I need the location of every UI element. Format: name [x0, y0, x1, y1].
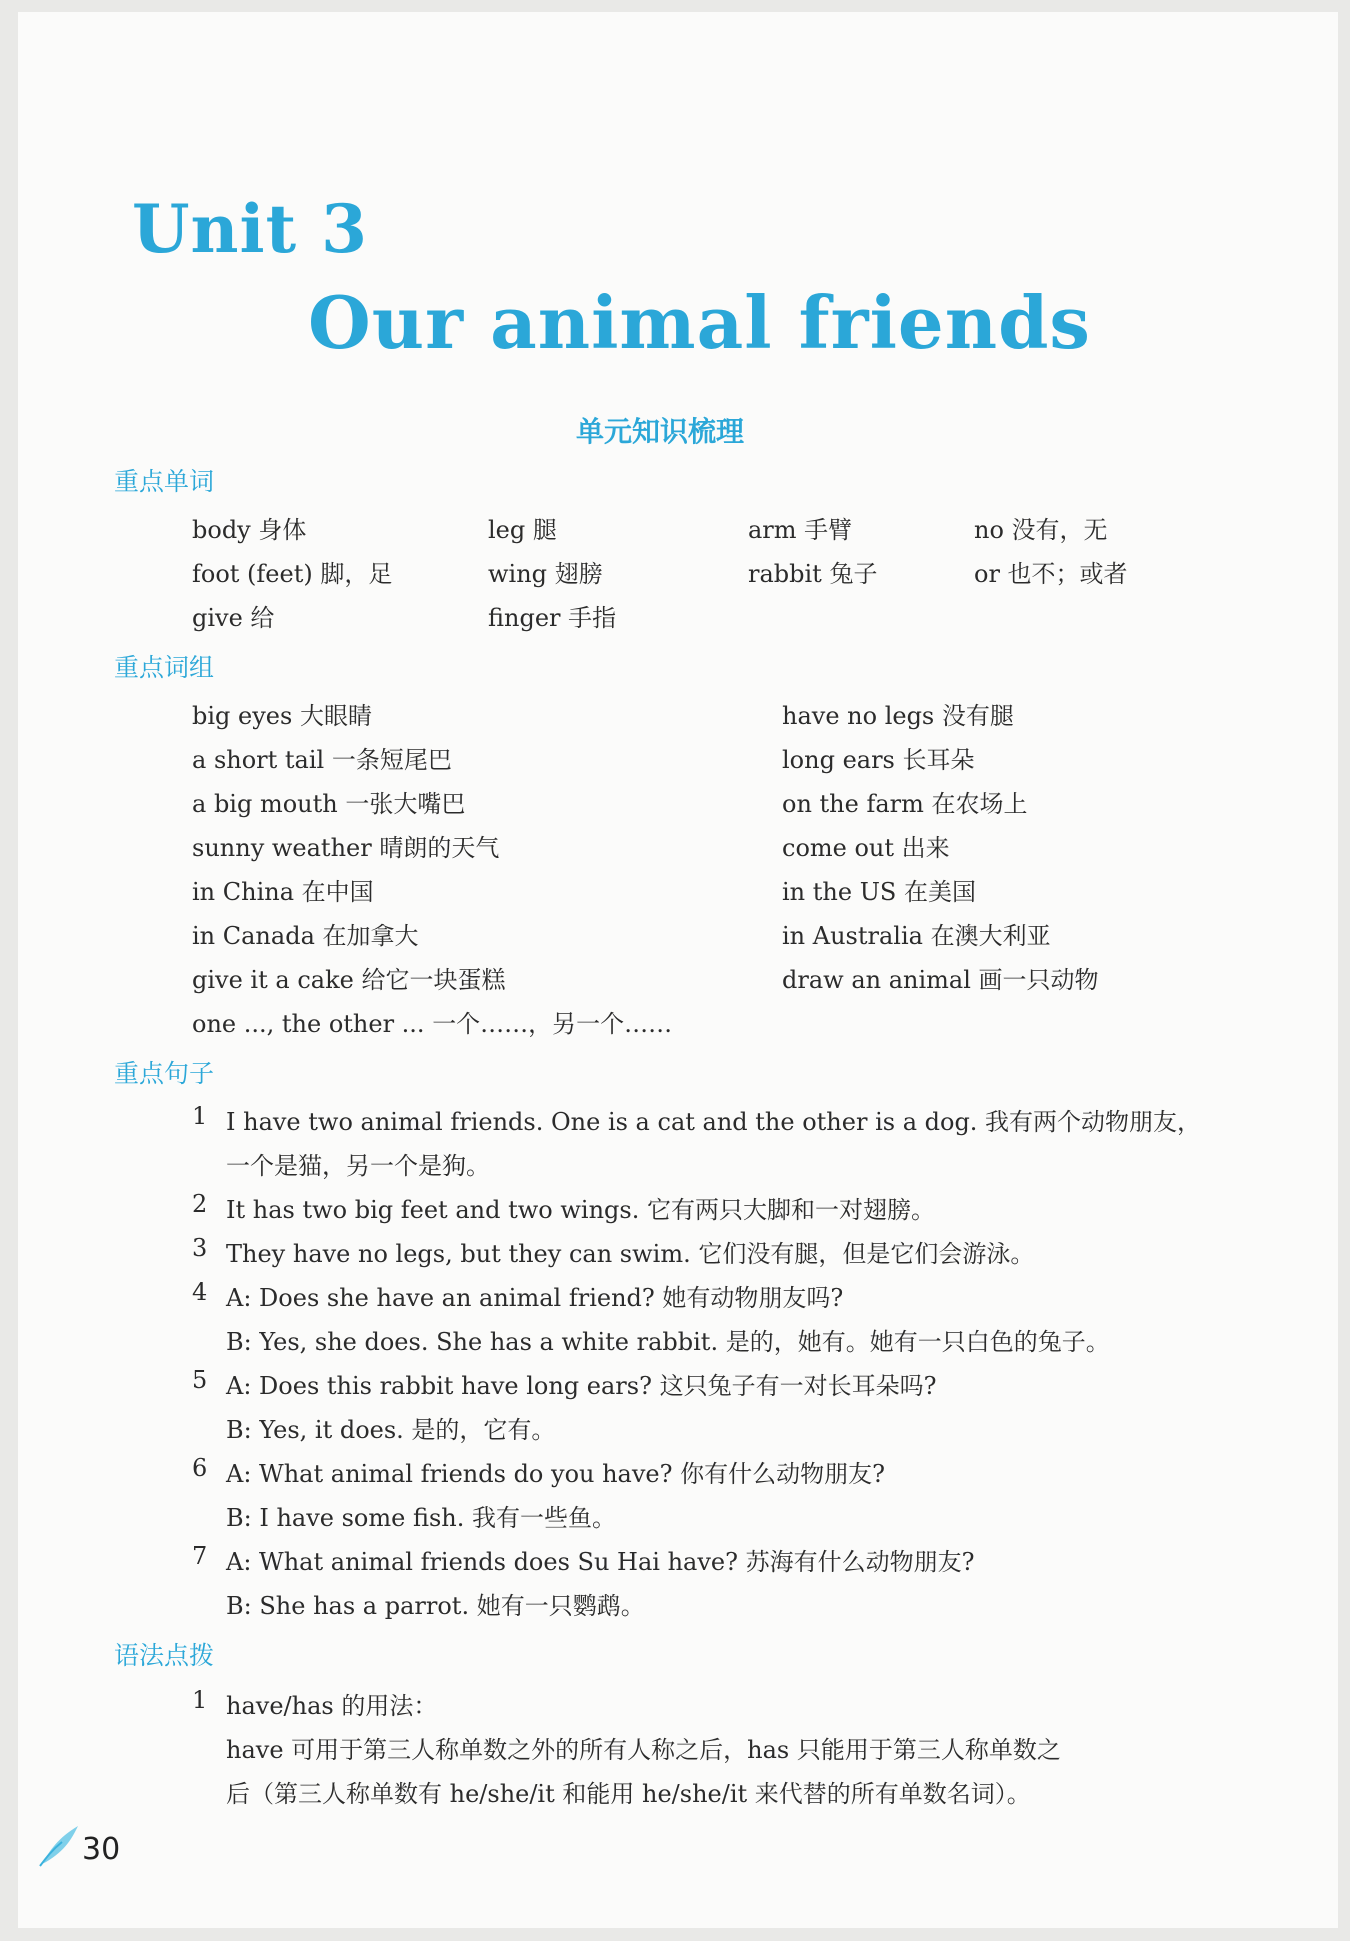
word-item: arm 手臂 [748, 516, 853, 544]
heading-key-words: 重点单词 [114, 467, 215, 496]
phrase-item: long ears 长耳朵 [782, 746, 975, 774]
word-item: give 给 [192, 604, 275, 632]
sentence-line: A: Does she have an animal friend? 她有动物朋友吗? [226, 1284, 844, 1312]
unit-title: Unit 3 [132, 190, 369, 268]
sentence-line: B: I have some fish. 我有一些鱼。 [226, 1504, 617, 1532]
phrase-item: a big mouth 一张大嘴巴 [192, 790, 466, 818]
sentence-number: 1 [192, 1102, 208, 1130]
word-item: body 身体 [192, 516, 307, 544]
phrase-item: have no legs 没有腿 [782, 702, 1014, 730]
phrase-item: draw an animal 画一只动物 [782, 966, 1099, 994]
phrase-item: sunny weather 晴朗的天气 [192, 834, 500, 862]
sentence-number: 2 [192, 1190, 208, 1218]
sentence-line: It has two big feet and two wings. 它有两只大脚和一对翅膀。 [226, 1196, 935, 1224]
phrase-item: a short tail 一条短尾巴 [192, 746, 452, 774]
grammar-line: have/has 的用法： [226, 1692, 438, 1720]
feather-icon [36, 1820, 84, 1868]
sentence-number: 4 [192, 1278, 208, 1306]
sentence-number: 3 [192, 1234, 208, 1262]
sentence-number: 6 [192, 1454, 208, 1482]
phrase-item: one ..., the other ... 一个……，另一个…… [192, 1010, 673, 1038]
phrase-item: in China 在中国 [192, 878, 374, 906]
phrase-item: in Australia 在澳大利亚 [782, 922, 1051, 950]
word-item: or 也不；或者 [974, 560, 1128, 588]
phrase-item: big eyes 大眼睛 [192, 702, 372, 730]
sentence-line: They have no legs, but they can swim. 它们没有腿，但是它们会游泳。 [226, 1240, 1035, 1268]
sentence-line: A: What animal friends do you have? 你有什么动物朋友? [226, 1460, 885, 1488]
word-item: rabbit 兔子 [748, 560, 878, 588]
sentence-line: B: Yes, it does. 是的，它有。 [226, 1416, 556, 1444]
phrase-item: come out 出来 [782, 834, 950, 862]
heading-key-phrases: 重点词组 [114, 653, 215, 682]
phrase-item: in Canada 在加拿大 [192, 922, 419, 950]
word-item: no 没有，无 [974, 516, 1108, 544]
heading-grammar: 语法点拨 [114, 1641, 215, 1670]
grammar-number: 1 [192, 1686, 208, 1714]
sentence-line: B: Yes, she does. She has a white rabbit. 是的，她有。她有一只白色的兔子。 [226, 1328, 1110, 1356]
phrase-item: on the farm 在农场上 [782, 790, 1028, 818]
page-number: 30 [82, 1832, 121, 1867]
sentence-line: A: Does this rabbit have long ears? 这只兔子有一对长耳朵吗? [226, 1372, 937, 1400]
sentence-number: 5 [192, 1366, 208, 1394]
sentence-line: A: What animal friends does Su Hai have? 苏海有什么动物朋友? [226, 1548, 975, 1576]
word-item: foot (feet) 脚，足 [192, 560, 393, 588]
word-item: wing 翅膀 [488, 560, 603, 588]
sentence-number: 7 [192, 1542, 208, 1570]
grammar-line: have 可用于第三人称单数之外的所有人称之后，has 只能用于第三人称单数之 [226, 1736, 1061, 1764]
word-item: finger 手指 [488, 604, 617, 632]
heading-key-sentences: 重点句子 [114, 1059, 215, 1088]
section-title: 单元知识梳理 [575, 415, 744, 448]
grammar-line: 后（第三人称单数有 he/she/it 和能用 he/she/it 来代替的所有单数名词）。 [226, 1780, 1031, 1808]
sentence-line: 一个是猫，另一个是狗。 [226, 1152, 490, 1180]
phrase-item: in the US 在美国 [782, 878, 976, 906]
phrase-item: give it a cake 给它一块蛋糕 [192, 966, 506, 994]
unit-subtitle: Our animal friends [308, 280, 1091, 365]
word-item: leg 腿 [488, 516, 557, 544]
sentence-line: B: She has a parrot. 她有一只鹦鹉。 [226, 1592, 645, 1620]
sentence-line: I have two animal friends. One is a cat and the other is a dog. 我有两个动物朋友， [226, 1108, 1202, 1136]
